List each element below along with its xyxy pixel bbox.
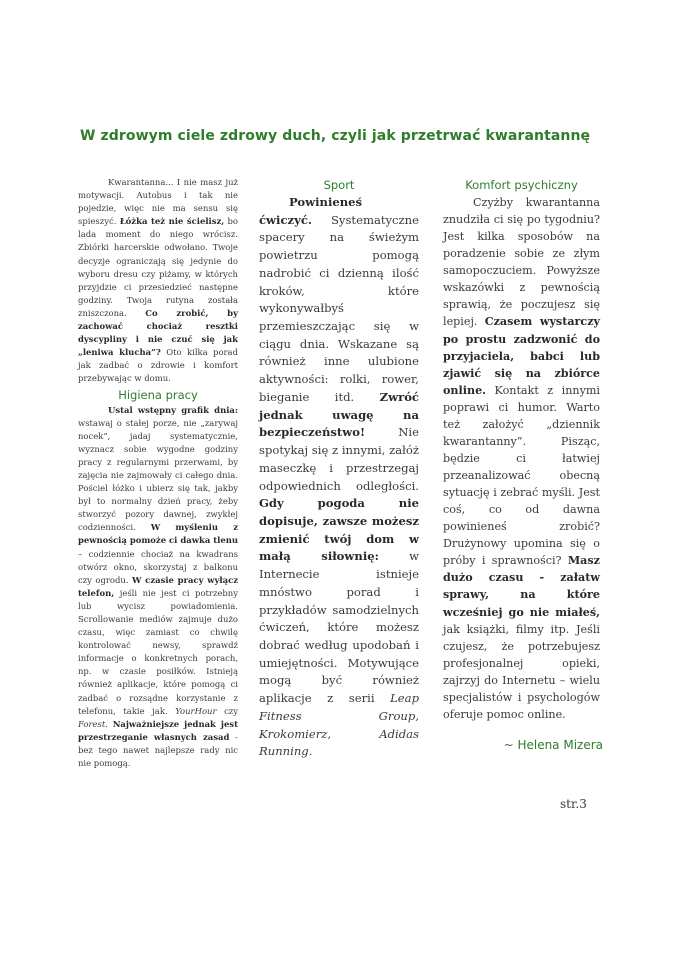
hygiene-paragraph: Ustal wstępny grafik dnia: wstawaj o stałej porze, nie „zarywaj nocek”, jadaj systematycznie, wyznacz sobie wygodne godziny pracy z regularnymi przerwami, by zajęcia nie zajmowały ci całego dnia. Pościel łóżko i ubierz się tak, jakby był to normalny dzień pracy, żeby stworzyć pozory dawnej, zwykłej codzienności. W myśleniu z pewnością pomoże ci dawka tlenu – codziennie chociaż na kwadrans otwórz okno, skorzystaj z balkonu czy ogrodu. W czasie pracy wyłącz telefon, jeśli nie jest ci potrzebny lub wycisz powiadomienia. Scrollowanie mediów zajmuje dużo czasu, więc zamiast co chwilę kontrolować newsy, sprawdź informacje o konkretnych porach, np. w czasie posiłków. Istnieją również aplikacje, które pomogą ci zadbać o rozsądne korzystanie z telefonu, takie jak. YourHour czy Forest. Najważniejsze jednak jest przestrzeganie własnych zasad - bez tego nawet najlepsze rady nic nie pomogą.	[78, 404, 239, 769]
text-column-1	[78, 176, 238, 770]
article-title: W zdrowym ciele zdrowy duch, czyli jak przetrwać kwarantannę	[80, 128, 591, 144]
text-column-2	[259, 176, 419, 761]
text-column-3	[443, 176, 600, 723]
author-signature: ~ Helena Mizera	[503, 738, 603, 752]
section-heading-hygiene: Higiena pracy	[118, 387, 198, 402]
section-heading-sport: Sport	[323, 178, 355, 192]
page-number: str.3	[560, 797, 587, 811]
intro-paragraph: Kwarantanna... I nie masz już motywacji. Autobus i tak nie pojedzie, więc nie ma sensu się spieszyć. Łóżka też nie ścielisz, bo lada moment do niego wrócisz. Zbiórki harcerskie odwołano. Twoje decyzje ograniczają się jedynie do wyboru dresu czy piżamy, w których przyjdzie ci przesiedzieć następne godziny. Twoja rutyna została zniszczona. Co zrobić, by zachować chociaż resztki dyscypliny i nie czuć się jak „leniwa klucha”? Oto kilka porad jak zadbać o zdrowie i komfort przebywając w domu.	[78, 177, 239, 384]
sport-paragraph: Powinieneś ćwiczyć. Systematyczne spacery na świeżym powietrzu pomogą nadrobić ci dzienną ilość kroków, które wykonywałbyś przemieszczając się w ciągu dnia. Wskazane są również inne ulubione aktywności: rolki, rower, bieganie itd. Zwróć jednak uwagę na bezpieczeństwo! Nie spotykaj się z innymi, załóż maseczkę i przestrzegaj odpowiednich odległości. Gdy pogoda nie dopisuje, zawsze możesz zmienić twój dom w małą siłownię: w Internecie istnieje mnóstwo porad i przykładów samodzielnych ćwiczeń, które możesz dobrać według upodobań i umiejętności. Motywujące mogą być również aplikacje z serii Leap Fitness Group, Krokomierz, Adidas Running.	[259, 195, 419, 759]
section-heading-comfort: Komfort psychiczny	[465, 178, 578, 192]
comfort-paragraph: Czyżby kwarantanna znudziła ci się po tygodniu? Jest kilka sposobów na poradzenie sobie ze złym samopoczuciem. Powyższe wskazówki z pewnością sprawią, że poczujesz się lepiej. Czasem wystarczy po prostu zadzwonić do przyjaciela, babci lub zjawić się na zbiórce online. Kontakt z innymi poprawi ci humor. Warto też założyć „dziennik kwarantanny”. Pisząc, będzie ci łatwiej przeanalizować obecną sytuację i zebrać myśli. Jest coś, co od dawna powinieneś zrobić? Drużynowy upomina się o próby i sprawności? Masz dużo czasu - załatw sprawy, na które wcześniej go nie miałeś, jak książki, filmy itp. Jeśli czujesz, że potrzebujesz profesjonalnej opieki, zajrzyj do Internetu – wielu specjalistów i psychologów oferuje pomoc online.	[443, 196, 601, 721]
